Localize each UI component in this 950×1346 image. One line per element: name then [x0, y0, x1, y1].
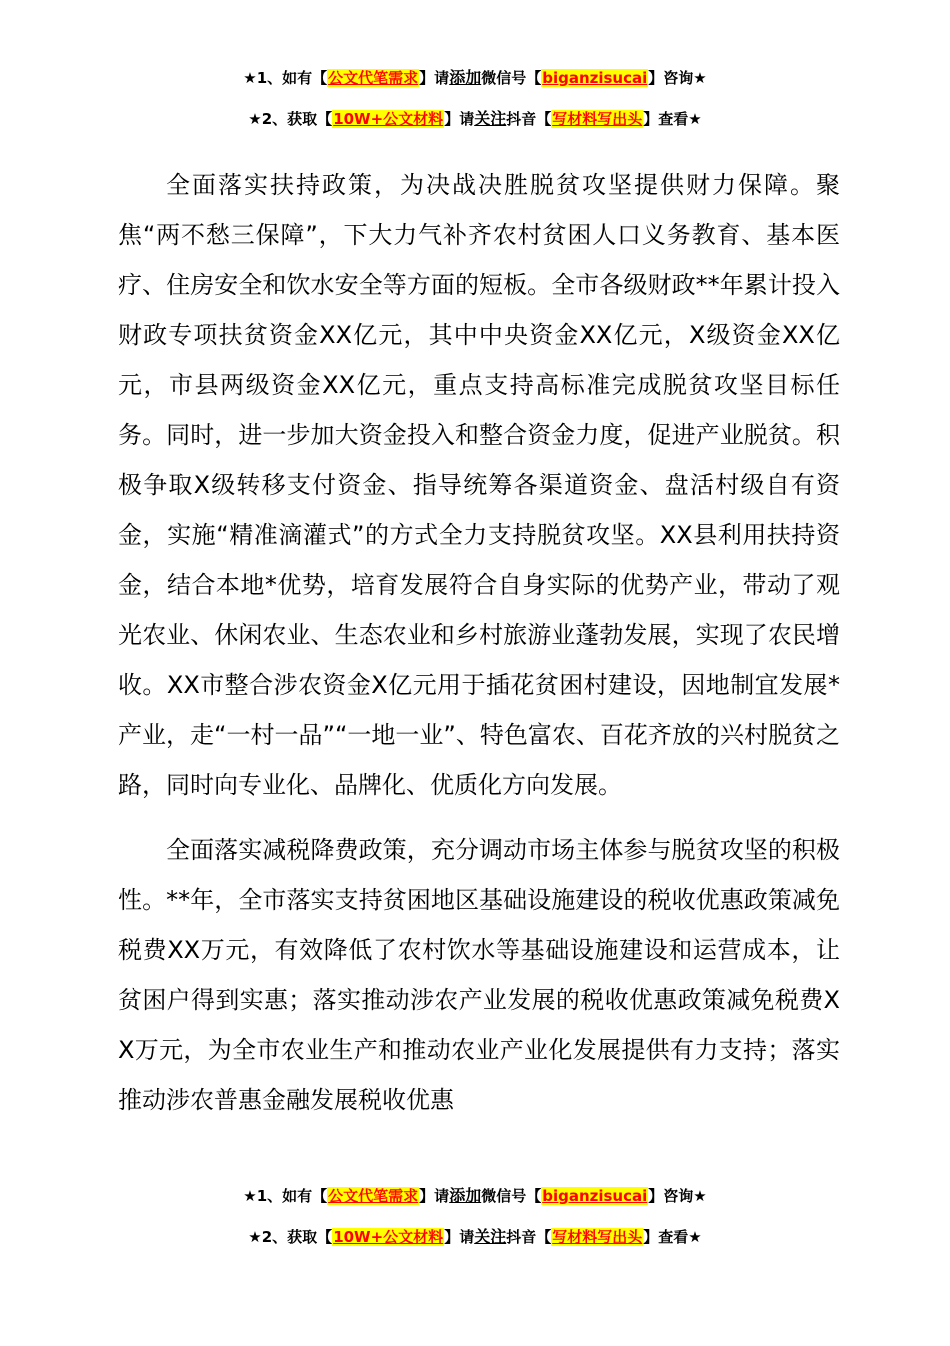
footer-highlight-wechat-id: biganzisucai	[542, 1187, 648, 1205]
banner-highlight-douyin-account: 写材料写出头	[552, 110, 643, 128]
banner-line-2-emphasis: 关注	[474, 109, 507, 128]
footer-line-2-tail: 】查看★	[643, 1228, 702, 1246]
banner-highlight-materials: 10W+公文材料	[333, 110, 444, 128]
banner-line-2	[0, 109, 950, 129]
banner-line-1-text: 】请	[419, 69, 450, 87]
footer-line-1-lead: ★1、如有【	[243, 1187, 328, 1205]
footer-line-1-emphasis: 添加	[449, 1186, 482, 1205]
paragraph-tax-reduction: 全面落实减税降费政策，充分调动市场主体参与脱贫攻坚的积极性。**年，全市落实支持贫困地区基础设施建设的税收优惠政策减免税费XX万元，有效降低了农村饮水等基础设施建设和运营成本，让贫困户得到实惠；落实推动涉农产业发展的税收优惠政策减免税费XX万元，为全市农业生产和推动农业产业化发展提供有力支持；落实推动涉农普惠金融发展税收优惠	[118, 836, 840, 1114]
header-banner	[0, 68, 950, 150]
banner-line-2-lead: ★2、获取【	[248, 110, 333, 128]
banner-line-2-tail: 】查看★	[643, 110, 702, 128]
footer-line-2-text-2: 抖音【	[506, 1228, 552, 1246]
document-body	[118, 160, 840, 1125]
footer-line-1	[0, 1186, 950, 1206]
banner-highlight-wechat-id: biganzisucai	[542, 69, 648, 87]
banner-line-2-text: 】请	[444, 110, 475, 128]
footer-line-2-text: 】请	[444, 1228, 475, 1246]
footer-highlight-douyin-account: 写材料写出头	[552, 1228, 643, 1246]
footer-highlight-materials: 10W+公文材料	[333, 1228, 444, 1246]
banner-line-1-tail: 】咨询★	[648, 69, 707, 87]
footer-line-2	[0, 1227, 950, 1247]
footer-line-1-tail: 】咨询★	[648, 1187, 707, 1205]
banner-line-1-lead: ★1、如有【	[243, 69, 328, 87]
paragraph-fiscal-support: 全面落实扶持政策，为决战决胜脱贫攻坚提供财力保障。聚焦“两不愁三保障”，下大力气补齐农村贫困人口义务教育、基本医疗、住房安全和饮水安全等方面的短板。全市各级财政**年累计投入财政专项扶贫资金XX亿元，其中中央资金XX亿元，X级资金XX亿元，市县两级资金XX亿元，重点支持高标准完成脱贫攻坚目标任务。同时，进一步加大资金投入和整合资金力度，促进产业脱贫。积极争取X级转移支付资金、指导统筹各渠道资金、盘活村级自有资金，实施“精准滴灌式”的方式全力支持脱贫攻坚。XX县利用扶持资金，结合本地*优势，培育发展符合自身实际的优势产业，带动了观光农业、休闲农业、生态农业和乡村旅游业蓬勃发展，实现了农民增收。XX市整合涉农资金X亿元用于插花贫困村建设，因地制宜发展*产业，走“一村一品”“一地一业”、特色富农、百花齐放的兴村脱贫之路，同时向专业化、品牌化、优质化方向发展。	[118, 171, 840, 799]
footer-line-1-text: 】请	[419, 1187, 450, 1205]
footer-line-1-text-2: 微信号【	[481, 1187, 542, 1205]
footer-banner	[0, 1186, 950, 1268]
footer-line-2-emphasis: 关注	[474, 1227, 507, 1246]
banner-line-1-emphasis: 添加	[449, 68, 482, 87]
banner-line-1-text-2: 微信号【	[481, 69, 542, 87]
footer-line-2-lead: ★2、获取【	[248, 1228, 333, 1246]
footer-highlight-ghostwriting: 公文代笔需求	[328, 1187, 419, 1205]
banner-line-2-text-2: 抖音【	[506, 110, 552, 128]
banner-highlight-ghostwriting: 公文代笔需求	[328, 69, 419, 87]
banner-line-1	[0, 68, 950, 88]
